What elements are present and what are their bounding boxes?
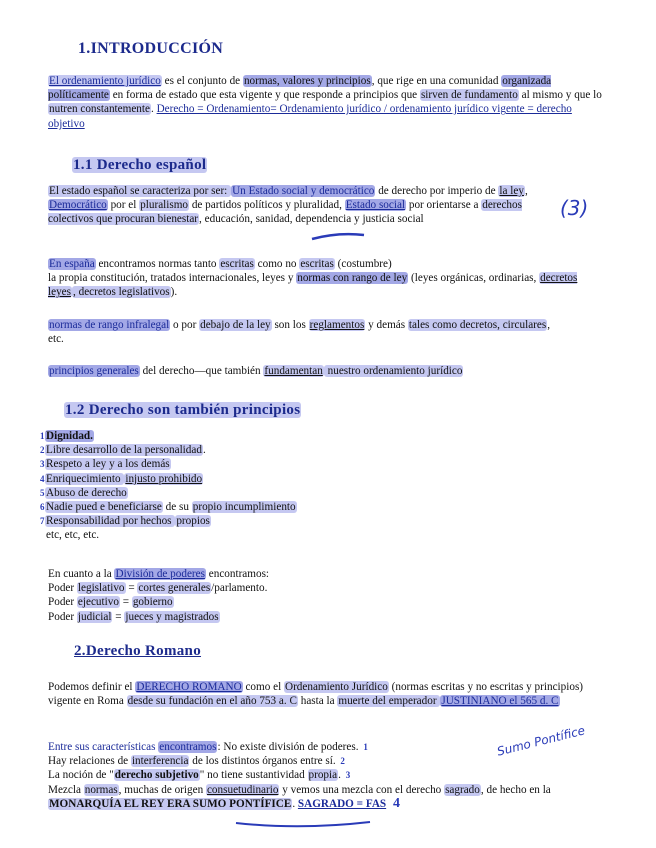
- poder-legislativo: Poder legislativo = cortes generales/parlamento.: [48, 582, 268, 595]
- poder-judicial: Poder judicial = jueces y magistrados: [48, 610, 219, 623]
- list-item: etc, etc, etc.: [46, 529, 100, 542]
- list-item: 6 Nadie pued e beneficiarse de su propio incumplimiento: [40, 501, 296, 514]
- section-title-derecho-romano: 2.Derecho Romano: [74, 643, 202, 659]
- caracteristica-2: Hay relaciones de interferencia de los distintos órganos entre sí. 2: [48, 755, 345, 768]
- list-item: 4 Enriquecimiento injusto prohibido: [40, 472, 203, 485]
- list-item: 5 Abuso de derecho: [40, 486, 127, 499]
- paragraph-infralegal: normas de rango infralegal o por debajo de la ley son los reglamentos y demás tales como decretos, circulares, etc.: [48, 319, 550, 346]
- pen-underline-stroke-bottom: [236, 822, 370, 826]
- handwritten-three: (3): [560, 196, 589, 220]
- paragraph-derecho-romano: Podemos definir el DERECHO ROMANO como el Ordenamiento Jurídico (normas escritas y no escritas y principios) vigente en Roma desde su fundación en el año 753 a. C hasta la muerte del emperador JUSTINIANO el 565 d. C: [48, 681, 584, 708]
- paragraph-caracteristicas: [48, 740, 623, 811]
- handwritten-sumo-pontifice: Sumo Pontífice: [495, 723, 587, 759]
- principles-list: [40, 429, 601, 543]
- section-title-introduccion: 1.INTRODUCCIÓN: [78, 40, 224, 57]
- section-title-principios: 1.2 Derecho son también principios: [65, 402, 301, 418]
- paragraph-principios: principios generales del derecho—que también fundamentan nuestro ordenamiento jurídico: [49, 365, 463, 377]
- list-item: 3 Respeto a ley y a los demás: [40, 458, 170, 471]
- poder-ejecutivo: Poder ejecutivo = gobierno: [48, 596, 173, 609]
- list-item: 7 Responsabilidad por hechos propios: [40, 515, 210, 528]
- paragraph-ordenamiento: El ordenamiento jurídico es el conjunto de normas, valores y principios, que rige en una comunidad organizada políticamente en forma de estado que esta vigente y que responde a principios que sirven de fundamento al mismo y que lo nutren constantemente. Derecho = Ordenamiento= Ordenamiento jurídico / ordenamiento jurídico vigente = derecho objetivo: [48, 75, 602, 130]
- list-item: 2 Libre desarrollo de la personalidad.: [40, 444, 206, 457]
- list-item: 1 Dignidad.: [40, 430, 93, 442]
- poderes-block: [48, 567, 603, 624]
- pen-underline-stroke: [312, 234, 364, 239]
- paragraph-normas-escritas: En españa encontramos normas tanto escritas como no escritas (costumbre) la propia constitución, tratados internacionales, leyes y normas con rango de ley (leyes orgánicas, ordinarias, decretos leyes , decretos legislativos).: [48, 258, 578, 299]
- section-title-derecho-espanol: 1.1 Derecho español: [73, 157, 207, 173]
- poderes-intro: En cuanto a la División de poderes encontramos:: [48, 568, 270, 580]
- caracteristica-4: Mezcla normas, muchas de origen consuetudinario y vemos una mezcla con el derecho sagrado, de hecho en la MONARQUÍA EL REY ERA SUMO PONTÍFICE. SAGRADO = FAS 4: [48, 783, 551, 811]
- caracteristica-3: La noción de "derecho subjetivo" no tiene sustantividad propia. 3: [48, 769, 351, 782]
- caracteristica-1: Entre sus características encontramos: No existe división de poderes. 1: [48, 741, 368, 753]
- paragraph-estado-espanol: El estado español se caracteriza por ser: Un Estado social y democrático de derecho por imperio de la ley, Democrático por el pluralismo de partidos políticos y pluralidad, Estado social por orientarse a derechos colectivos que procuran bienestar, educación, sanidad, dependencia y justicia social: [48, 185, 528, 226]
